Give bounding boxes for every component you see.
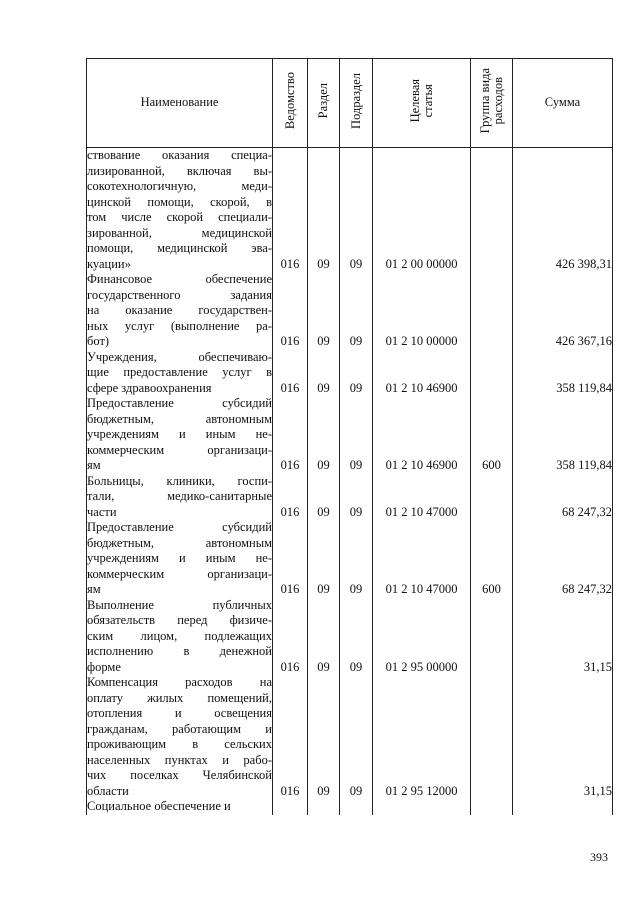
row-name-line: исполнению в денежной [87,644,272,658]
row-name-line: тали, медико-санитарные [87,489,272,503]
row-sum: 31,15 [513,598,613,676]
row-department: 016 [273,396,308,474]
row-group [471,272,513,350]
budget-table [86,58,613,815]
row-name-line: населенных пунктах и рабо- [87,752,272,767]
row-subsection: 09 [340,520,373,598]
row-name-line: щие предоставление услуг в [87,365,272,379]
row-department: 016 [273,148,308,273]
row-sum: 68 247,32 [513,520,613,598]
row-name-line: Предоставление субсидий [87,520,272,534]
row-group [471,598,513,676]
row-name-line: Больницы, клиники, госпи- [87,473,272,488]
row-section: 09 [308,272,340,350]
col-header-department: Ведомство [273,59,308,148]
row-subsection: 09 [340,396,373,474]
row-section: 09 [308,396,340,474]
row-name-line: цинской помощи, скорой, в [87,194,272,209]
table-row [87,350,613,397]
row-department: 016 [273,520,308,598]
col-header-sum: Сумма [513,59,613,148]
row-target: 01 2 95 12000 [373,675,471,799]
row-section: 09 [308,350,340,397]
row-target: 01 2 00 00000 [373,148,471,273]
row-group: 600 [471,520,513,598]
col-header-subsection: Подраздел [340,59,373,148]
row-name [87,474,273,521]
row-name-line: Социальное обеспечение и [87,799,231,813]
row-name [87,675,273,799]
table-row [87,799,613,815]
row-section [308,799,340,815]
col-header-target: Целевая статья [373,59,471,148]
row-name-line: сфере здравоохранения [87,380,212,395]
row-department: 016 [273,675,308,799]
row-section: 09 [308,675,340,799]
row-sum: 426 367,16 [513,272,613,350]
row-sum: 358 119,84 [513,396,613,474]
row-name-line: Предоставление субсидий [87,396,272,410]
row-sum: 358 119,84 [513,350,613,397]
row-name-line: государственного задания [87,287,272,302]
row-group: 600 [471,396,513,474]
table-row [87,272,613,350]
row-name-line: ям [87,458,101,472]
row-name-line: чих поселках Челябинской [87,768,272,782]
row-name-line: учреждениям и иным не- [87,551,272,565]
table-row [87,148,613,273]
table-row [87,598,613,676]
table-row [87,474,613,521]
table-row [87,675,613,799]
row-name-line: оплату жилых помещений, [87,690,272,705]
row-name-line: бот) [87,334,110,348]
row-section: 09 [308,148,340,273]
row-name [87,520,273,598]
row-name-line: учреждениям и иным не- [87,427,272,441]
row-name-line: части [87,504,117,519]
row-subsection: 09 [340,675,373,799]
table-row [87,520,613,598]
row-name-line: лизированной, включая вы- [87,163,272,178]
row-group [471,350,513,397]
row-department: 016 [273,350,308,397]
row-subsection: 09 [340,474,373,521]
row-department: 016 [273,598,308,676]
table-body [87,148,613,815]
row-target: 01 2 10 46900 [373,350,471,397]
row-name-line: отопления и освещения [87,706,272,720]
row-subsection: 09 [340,598,373,676]
row-name-line: Компенсация расходов на [87,675,272,689]
col-header-name: Наименование [87,59,273,148]
row-subsection [340,799,373,815]
row-target: 01 2 10 47000 [373,520,471,598]
row-name [87,598,273,676]
row-name-line: куации» [87,256,131,271]
row-section: 09 [308,474,340,521]
row-group [471,675,513,799]
row-name-line: зированной, медицинской [87,225,272,240]
row-sum [513,799,613,815]
row-sum: 426 398,31 [513,148,613,273]
row-name [87,148,273,273]
row-name-line: коммерческим организаци- [87,566,272,581]
row-sum: 68 247,32 [513,474,613,521]
row-name [87,799,273,815]
row-name-line: помощи, медицинской эва- [87,241,272,255]
row-name-line: проживающим в сельских [87,737,272,751]
row-name-line: гражданам, работающим и [87,721,272,736]
row-subsection: 09 [340,148,373,273]
row-name-line: том числе скорой специали- [87,210,272,224]
row-name-line: бюджетным, автономным [87,535,272,550]
table-row [87,396,613,474]
row-group [471,799,513,815]
col-header-group: Группа вида расходов [471,59,513,148]
row-name-line: ям [87,582,101,596]
row-group [471,474,513,521]
row-department [273,799,308,815]
row-section: 09 [308,520,340,598]
row-name-line: ским лицом, подлежащих [87,628,272,643]
page-number: 393 [590,850,608,864]
row-name-line: ных услуг (выполнение ра- [87,318,272,333]
table-header-row [87,59,613,148]
row-target: 01 2 95 00000 [373,598,471,676]
row-target [373,799,471,815]
row-name [87,396,273,474]
row-name-line: форме [87,659,121,674]
row-department: 016 [273,474,308,521]
row-subsection: 09 [340,350,373,397]
row-target: 01 2 10 46900 [373,396,471,474]
row-name-line: области [87,783,129,798]
row-name-line: обязательств перед физиче- [87,613,272,627]
row-sum: 31,15 [513,675,613,799]
row-subsection: 09 [340,272,373,350]
row-target: 01 2 10 00000 [373,272,471,350]
row-name-line: сокотехнологичную, меди- [87,179,272,193]
row-target: 01 2 10 47000 [373,474,471,521]
row-name-line: бюджетным, автономным [87,411,272,426]
row-name-line: коммерческим организаци- [87,442,272,457]
row-name [87,272,273,350]
row-name-line: Выполнение публичных [87,597,272,612]
row-name-line: Учреждения, обеспечиваю- [87,349,272,364]
row-section: 09 [308,598,340,676]
col-header-section: Раздел [308,59,340,148]
row-group [471,148,513,273]
row-name-line: на оказание государствен- [87,303,272,317]
row-name-line: Финансовое обеспечение [87,272,272,286]
row-department: 016 [273,272,308,350]
row-name-line: ствование оказания специа- [87,148,272,162]
row-name [87,350,273,397]
